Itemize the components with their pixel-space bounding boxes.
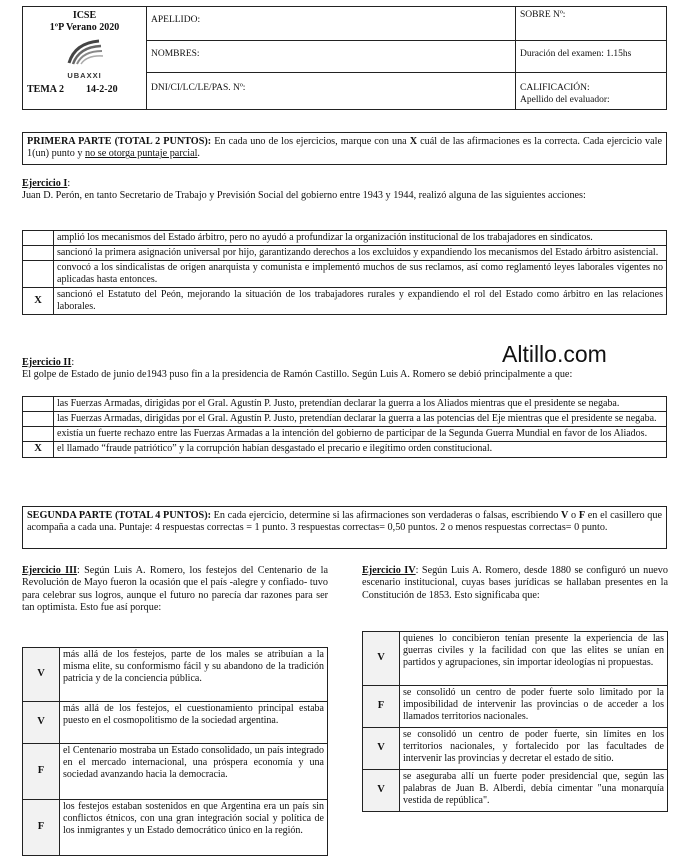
ej4-title: Ejercicio IV [362,565,416,576]
option-text: se consolidó un centro de poder fuerte solo limitado por la imposibilidad de intervenir las provincias o de acceder a los llamados territorios nacionales. [400,686,668,728]
option-text: amplió los mecanismos del Estado árbitro, pero no ayudó a profundizar la organización institucional de los trabajadores en sindicatos. [54,231,667,246]
option-text: existía un fuerte rechazo entre las Fuerzas Armadas a la intención del gobierno de participar de la Segunda Guerra Mundial en favor de los Aliados. [54,427,667,442]
option-text: más allá de los festejos, el cuestionamiento principal estaba puesto en el cosmopolitismo de la sociedad argentina. [60,702,328,744]
option-text: las Fuerzas Armadas, dirigidas por el Gral. Agustín P. Justo, pretendían declarar la guerra a los Aliados mientras que el presidente se negaba. [54,397,667,412]
table-row[interactable] [23,231,667,246]
table-row[interactable] [23,648,328,702]
part2-f: F [578,510,586,521]
option-text: sancionó el Estatuto del Peón, mejorando la situación de los trabajadores rurales y expandiendo el rol del Estado como árbitro en las relaciones laborales. [54,288,667,315]
table-row[interactable] [23,288,667,315]
exam-period: 1ºP Verano 2020 [49,21,120,33]
answer-box[interactable]: V [363,728,400,770]
evaluador-label: Apellido del evaluador: [520,94,610,105]
part2-text2: en el casillero que acompaña a cada una. Puntaje: 4 respuestas correctas = 1 punto. 3 respuestas correctas= 0,50 puntos. 2 o menos respuestas correctas= 0 punto. [27,510,663,534]
calificacion-cell [516,73,667,110]
ej1-colon: : [67,178,71,189]
answer-box[interactable]: X [23,442,54,458]
answer-box[interactable] [23,231,54,246]
part1-title: PRIMERA PARTE (TOTAL 2 PUNTOS): [27,136,212,147]
table-row[interactable] [23,800,328,856]
option-text: quienes lo concibieron tenían presente la experiencia de las guerras civiles y la facilidad con que las elites se unían en partidos y agrupaciones, sin importar ideologías ni propuestas. [400,632,668,686]
ej1-prompt [22,178,667,203]
option-text: el llamado “fraude patriótico” y la corrupción habían desgastado el precario e ilegítimo orden constitucional. [54,442,667,458]
tema-label: TEMA 2 [27,83,64,95]
table-row[interactable] [23,397,667,412]
table-row[interactable] [23,744,328,800]
ej2-colon: : [71,357,75,368]
answer-box[interactable]: F [363,686,400,728]
ej4-text: : Según Luis A. Romero, desde 1880 se configuró un nuevo escenario institucional, cuyas bases jurídicas se hallaban presentes en la Constitución de 1853. Esto significaba que: [362,565,668,601]
sobre-field[interactable]: SOBRE Nº: [516,7,667,41]
ej3-text: : Según Luis A. Romero, los festejos del Centenario de la Revolución de Mayo fueron la ocasión que el país -alegre y confiado- tuvo para celebrar sus logros, aunque el futuro no parecía dar razones para ser tan optimista. Esto fue así porque: [22,565,328,614]
answer-box[interactable] [23,261,54,288]
option-text: los festejos estaban sostenidos en que Argentina era un país sin conflictos étnicos, con una gran integración social y política de los inmigrantes y un Estado democrático único en la región. [60,800,328,856]
tema-line [27,84,142,96]
ej1-title: Ejercicio I [22,178,68,189]
answer-box[interactable] [23,412,54,427]
ej3-title: Ejercicio III [22,565,78,576]
part1-x: X [409,136,418,147]
ej3-prompt [22,565,328,615]
table-row[interactable] [23,427,667,442]
ubaxxi-logo-icon [65,37,105,65]
answer-box[interactable]: F [23,744,60,800]
answer-box[interactable] [23,397,54,412]
watermark: Altillo.com [502,341,607,367]
answer-box[interactable]: V [363,770,400,812]
option-text: más allá de los festejos, parte de los males se atribuían a la misma elite, su conformismo fácil y su abandono de la tradición patricia y de la conciencia pública. [60,648,328,702]
ej1-options [22,230,667,315]
table-row[interactable] [23,702,328,744]
table-row[interactable] [363,686,668,728]
part1-instructions [22,132,667,165]
ej2-options [22,396,667,458]
table-row[interactable] [23,261,667,288]
answer-box[interactable]: F [23,800,60,856]
ej4-options [362,631,668,812]
option-text: convocó a los sindicalistas de origen anarquista y comunista e implementó muchos de sus reclamos, así como reglamentó leyes laborales vigentes no aplicadas hasta entonces. [54,261,667,288]
table-row[interactable] [363,632,668,686]
duracion-text: Duración del examen: 1.15hs [516,41,667,73]
table-row[interactable] [363,770,668,812]
logo-cell [23,7,147,110]
option-text: el Centenario mostraba un Estado consolidado, un país integrado en el mercado internacional, una próspera economía y una sociedad avanzando hacia la democracia. [60,744,328,800]
answer-box[interactable]: V [23,702,60,744]
nombres-field[interactable]: NOMBRES: [147,41,516,73]
option-text: las Fuerzas Armadas, dirigidas por el Gral. Agustín P. Justo, pretendían declarar la guerra a las potencias del Eje mientras que el presidente se negaba. [54,412,667,427]
table-row[interactable] [363,728,668,770]
table-row[interactable] [23,246,667,261]
apellido-field[interactable]: APELLIDO: [147,7,516,41]
ej2-text: El golpe de Estado de junio de1943 puso fin a la presidencia de Ramón Castillo. Según Luis A. Romero se debió principalmente a que: [22,369,573,381]
ej4-prompt [362,565,668,602]
part2-instructions [22,506,667,549]
answer-box[interactable] [23,427,54,442]
calificacion-label: CALIFICACIÓN: [520,83,590,93]
option-text: sancionó la primera asignación universal por hijo, garantizando derechos a los excluidos y expandiendo los mecanismos del Estado árbitro asistencial. [54,246,667,261]
exam-header [22,6,667,110]
part2-title: SEGUNDA PARTE (TOTAL 4 PUNTOS): [27,510,211,521]
answer-box[interactable]: X [23,288,54,315]
part2-text: En cada ejercicio, determine si las afirmaciones son verdaderas o falsas, escribiendo [210,510,562,521]
part1-no-partial: no se otorga puntaje parcial [85,148,198,160]
table-row[interactable] [23,442,667,458]
table-row[interactable] [23,412,667,427]
option-text: se aseguraba allí un fuerte poder presidencial que, según las palabras de Juan B. Alberdi, debía cimentar "una monarquía vestida de república". [400,770,668,812]
answer-box[interactable]: V [363,632,400,686]
part1-text2: cuál de las afirmaciones es la correcta. Cada ejercicio vale 1(un) punto y [27,136,662,160]
answer-box[interactable] [23,246,54,261]
course-name: ICSE [72,10,97,21]
part1-text: En cada uno de los ejercicios, marque con una [211,136,410,147]
ej1-text: Juan D. Perón, en tanto Secretario de Trabajo y Previsión Social del gobierno entre 1943 y 1944, realizó alguna de las siguientes acciones: [22,190,586,202]
option-text: se consolidó un centro de poder fuerte, sin límites en los territorios nacionales, y fortalecido por las facultades de intervenir las provincias y decretar el estado de sitio. [400,728,668,770]
ubaxxi-brand: UBAXXI [67,70,102,80]
part2-o: o [568,510,579,521]
dni-field[interactable]: DNI/CI/LC/LE/PAS. Nº: [147,73,516,110]
exam-date: 14-2-20 [85,83,118,95]
ej2-title: Ejercicio II [22,357,72,368]
answer-box[interactable]: V [23,648,60,702]
part2-v: V [561,510,569,521]
part1-end: . [197,148,200,160]
ej3-options [22,647,328,856]
ej2-prompt [22,357,667,382]
